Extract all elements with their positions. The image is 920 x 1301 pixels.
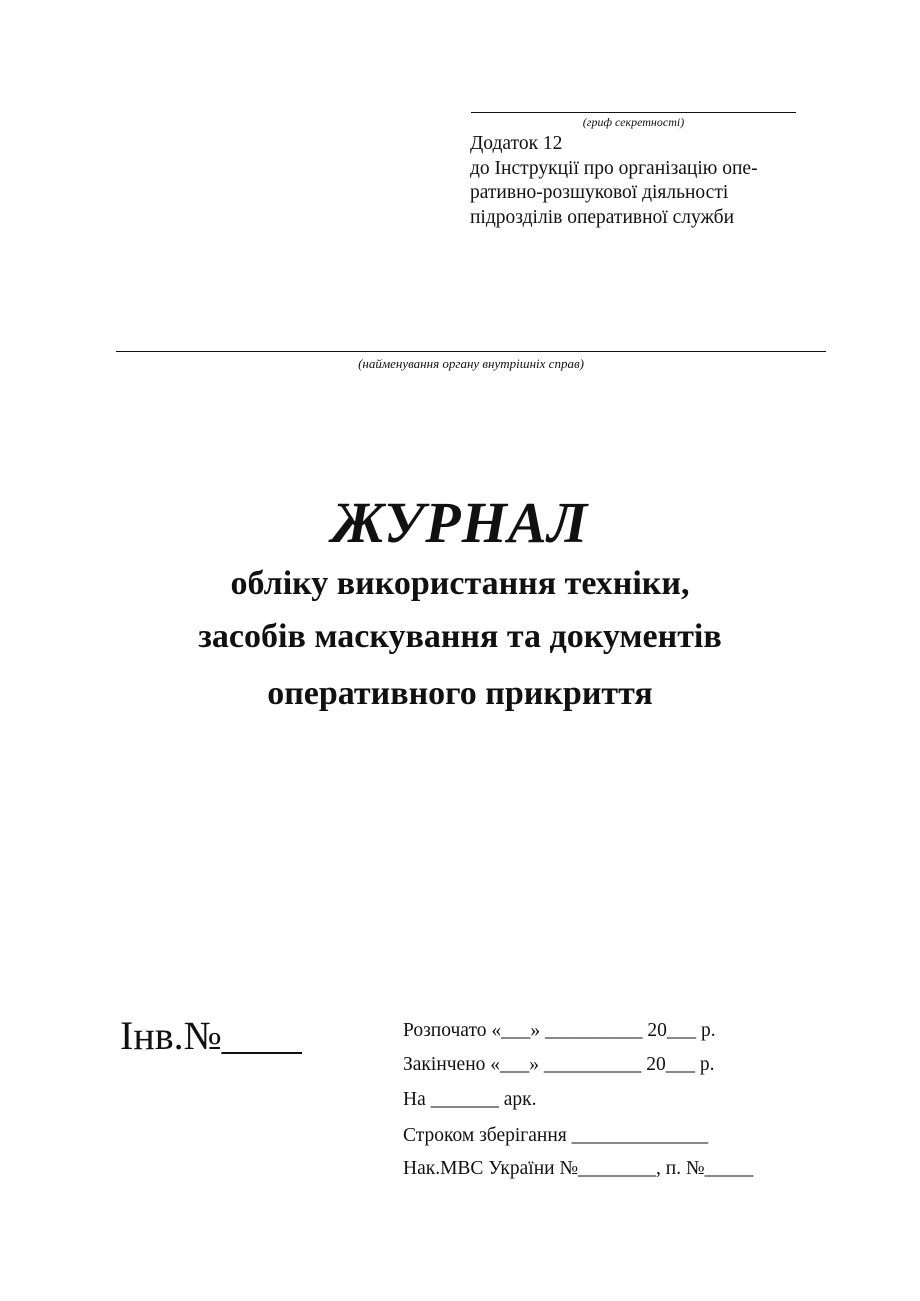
finished-date-line: Закінчено «___» __________ 20___ р. bbox=[403, 1054, 715, 1075]
appendix-line: ративно-розшукової діяльності bbox=[470, 182, 729, 203]
secrecy-stamp-line bbox=[471, 112, 796, 113]
appendix-line: до Інструкції про організацію опе- bbox=[470, 157, 758, 179]
appendix-line: Додаток 12 bbox=[470, 133, 563, 154]
appendix-line: підрозділів оперативної служби bbox=[470, 206, 735, 228]
sheets-count-line: На _______ арк. bbox=[403, 1089, 537, 1110]
started-date-line: Розпочато «___» __________ 20___ р. bbox=[403, 1020, 716, 1041]
inventory-number: Інв.№____ bbox=[120, 1013, 302, 1058]
order-reference-line: Нак.МВС України №________, п. №_____ bbox=[403, 1158, 754, 1179]
document-subtitle-line: оперативного прикриття bbox=[267, 675, 653, 712]
organization-caption: (найменування органу внутрішніх справ) bbox=[358, 356, 584, 371]
document-subtitle-line: засобів маскування та документів bbox=[198, 618, 722, 655]
retention-period-line: Строком зберігання ______________ bbox=[403, 1125, 709, 1146]
document-subtitle-line: обліку використання техніки, bbox=[230, 565, 690, 602]
secrecy-caption: (гриф секретності) bbox=[582, 115, 685, 129]
appendix-reference bbox=[470, 132, 758, 230]
organization-name-line bbox=[116, 351, 826, 352]
document-title: ЖУРНАЛ bbox=[331, 490, 589, 555]
